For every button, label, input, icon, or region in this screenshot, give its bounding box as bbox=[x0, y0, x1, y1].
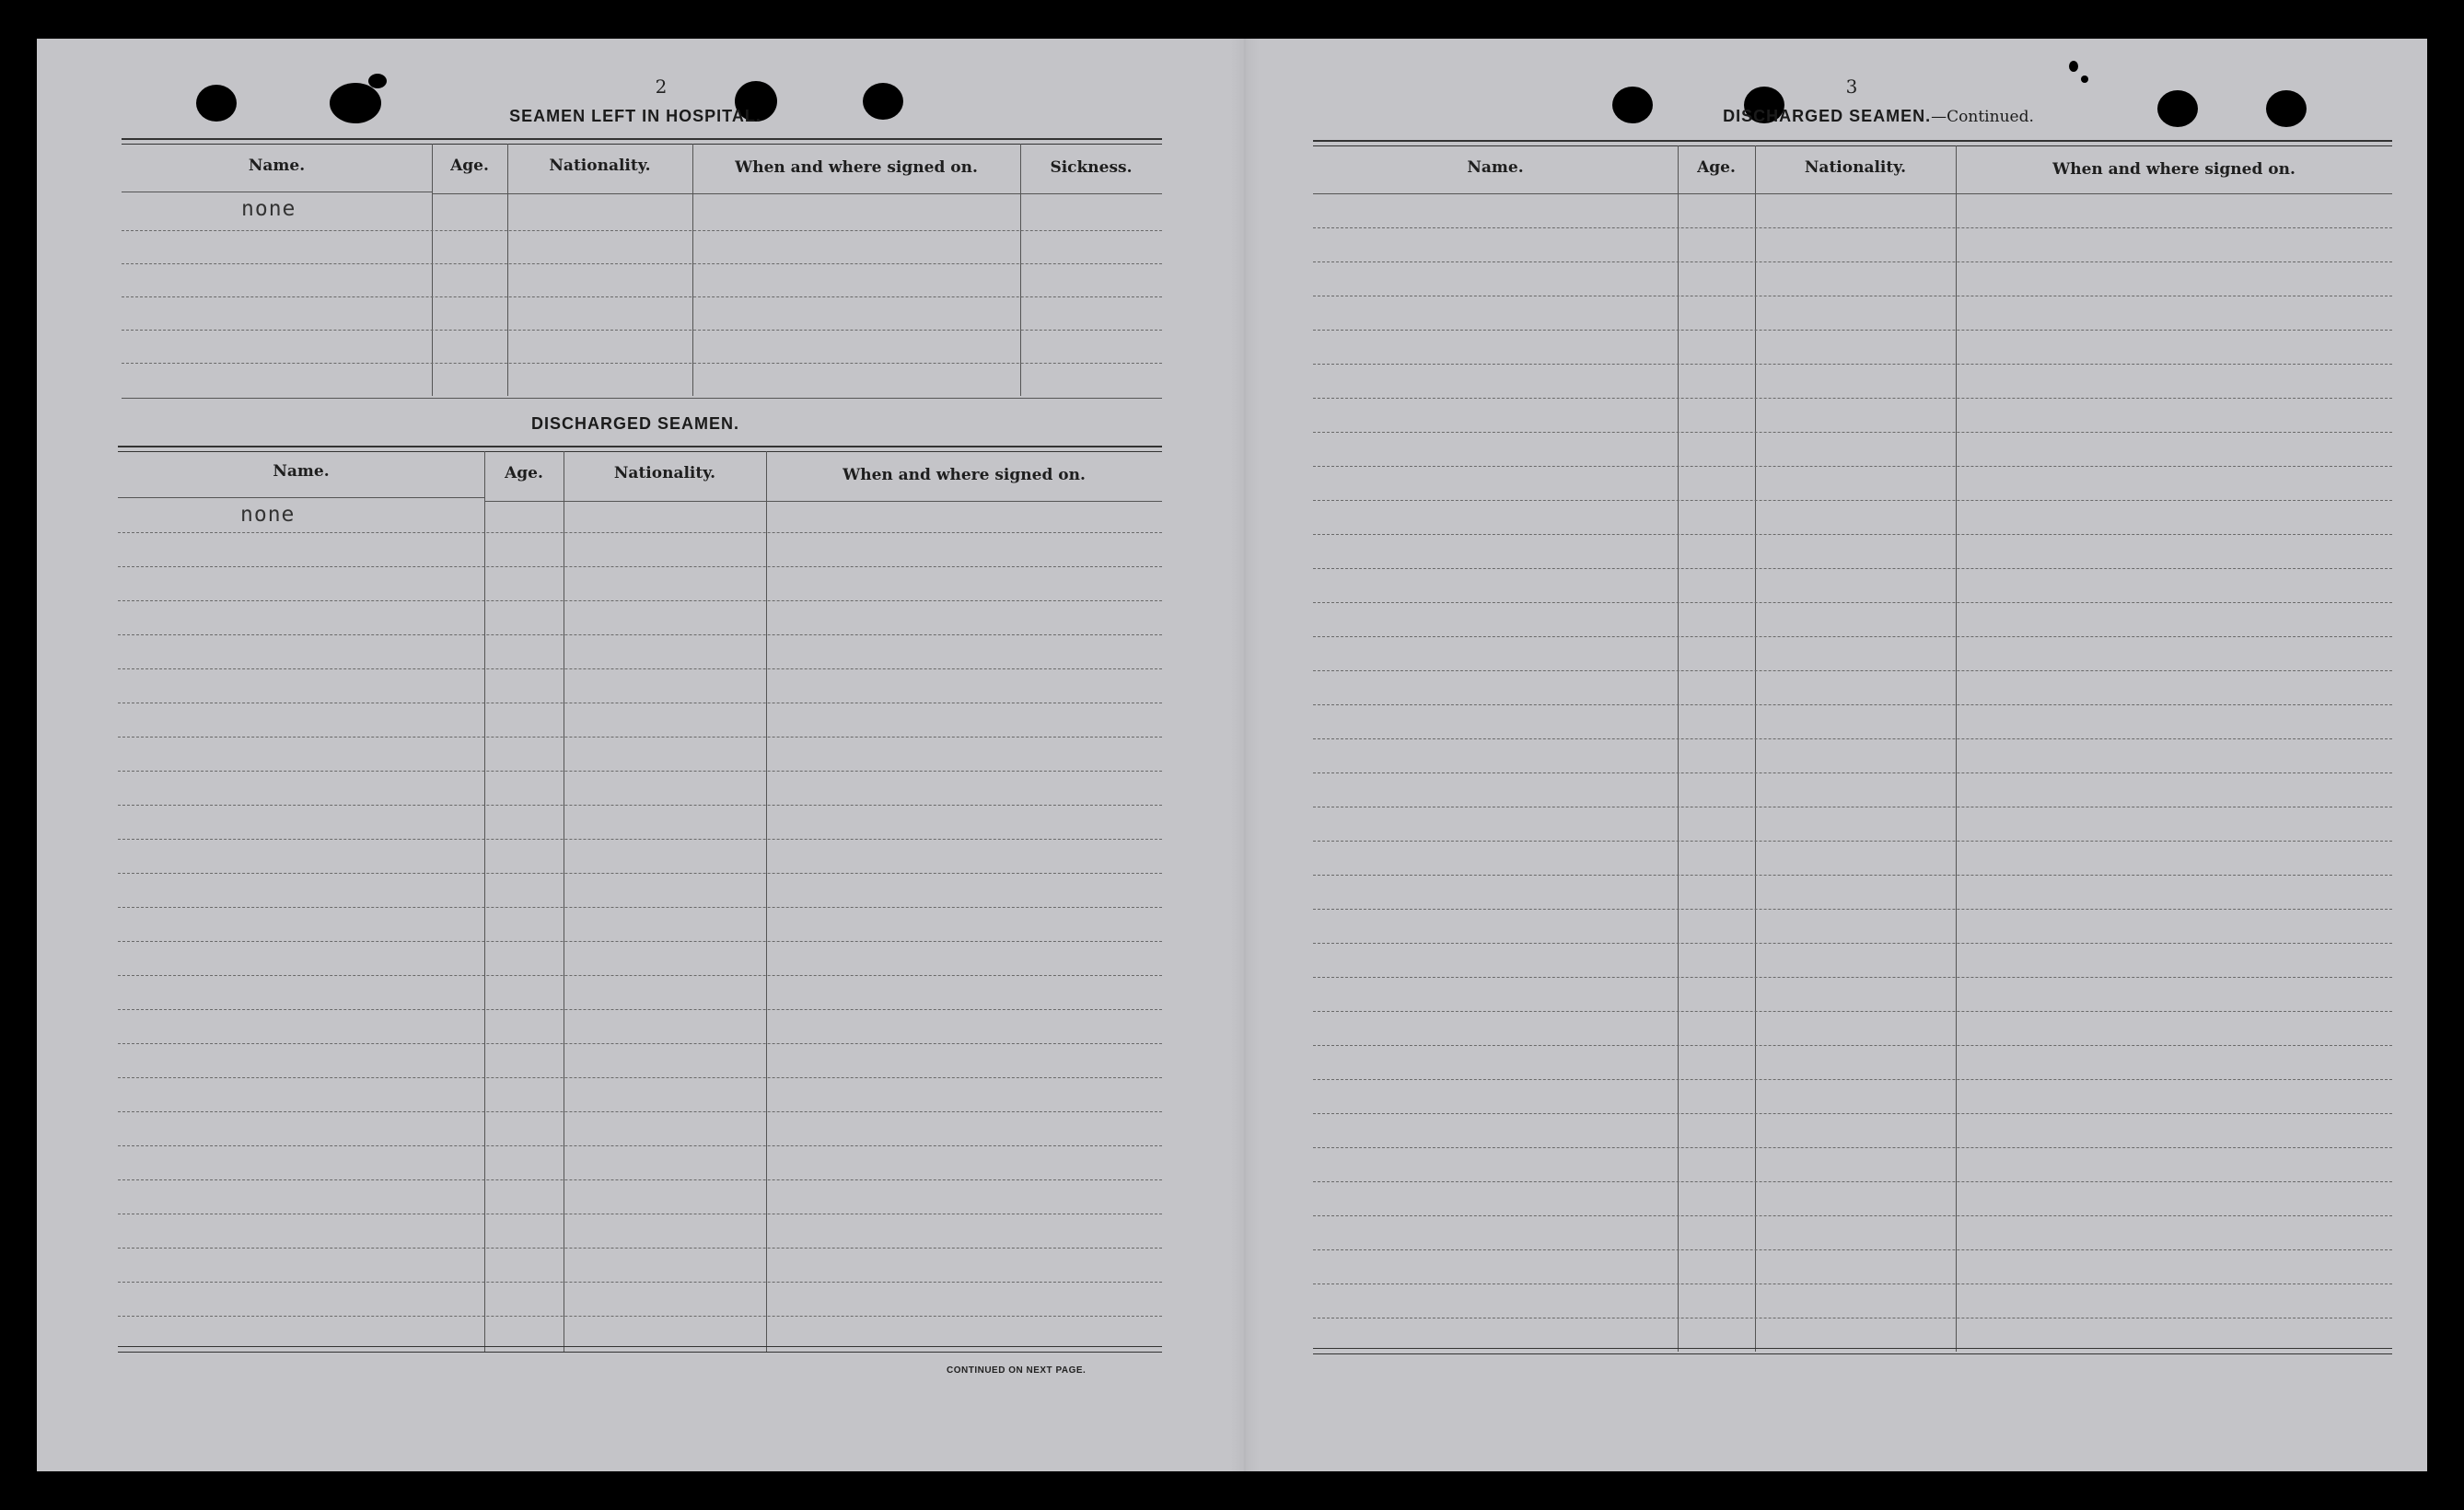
column-header-name: Name. bbox=[248, 157, 306, 175]
discharged-entry-none: none bbox=[240, 503, 296, 527]
column-header-nationality: Nationality. bbox=[1804, 158, 1907, 177]
discharged-section-title: DISCHARGED SEAMEN. bbox=[530, 414, 740, 433]
punch-hole bbox=[863, 83, 903, 120]
page-number: 2 bbox=[655, 76, 668, 98]
punch-hole bbox=[330, 83, 381, 123]
column-header-signed-on: When and where signed on. bbox=[2052, 160, 2295, 179]
hospital-table bbox=[122, 138, 1162, 444]
ink-speck bbox=[2069, 61, 2078, 72]
column-header-nationality: Nationality. bbox=[549, 157, 651, 175]
page-gutter bbox=[1230, 39, 1260, 1471]
ink-blot bbox=[368, 74, 387, 88]
column-header-signed-on: When and where signed on. bbox=[843, 466, 1086, 484]
ink-speck bbox=[2081, 76, 2088, 83]
hospital-section-title: SEAMEN LEFT IN HOSPITAL. bbox=[509, 107, 761, 125]
scanned-document bbox=[37, 39, 2427, 1471]
title-main: DISCHARGED SEAMEN. bbox=[1723, 107, 1932, 125]
discharged-continued-table bbox=[1313, 140, 2392, 1403]
page-number: 3 bbox=[1845, 76, 1858, 98]
column-header-age: Age. bbox=[450, 157, 489, 175]
column-header-age: Age. bbox=[505, 464, 543, 482]
discharged-table bbox=[118, 446, 1162, 1403]
title-suffix: —Continued. bbox=[1931, 108, 2034, 126]
punch-hole bbox=[196, 85, 237, 122]
column-header-nationality: Nationality. bbox=[613, 464, 716, 482]
column-header-name: Name. bbox=[273, 462, 330, 481]
punch-hole bbox=[2157, 90, 2198, 127]
discharged-continued-title bbox=[1657, 107, 2099, 126]
column-header-age: Age. bbox=[1697, 158, 1736, 177]
punch-hole bbox=[1612, 87, 1653, 123]
column-header-name: Name. bbox=[1467, 158, 1524, 177]
column-header-sickness: Sickness. bbox=[1050, 158, 1133, 177]
punch-hole bbox=[2266, 90, 2307, 127]
hospital-entry-none: none bbox=[241, 197, 296, 221]
continued-on-next-page: CONTINUED ON NEXT PAGE. bbox=[947, 1365, 1087, 1376]
column-header-signed-on: When and where signed on. bbox=[735, 158, 978, 177]
